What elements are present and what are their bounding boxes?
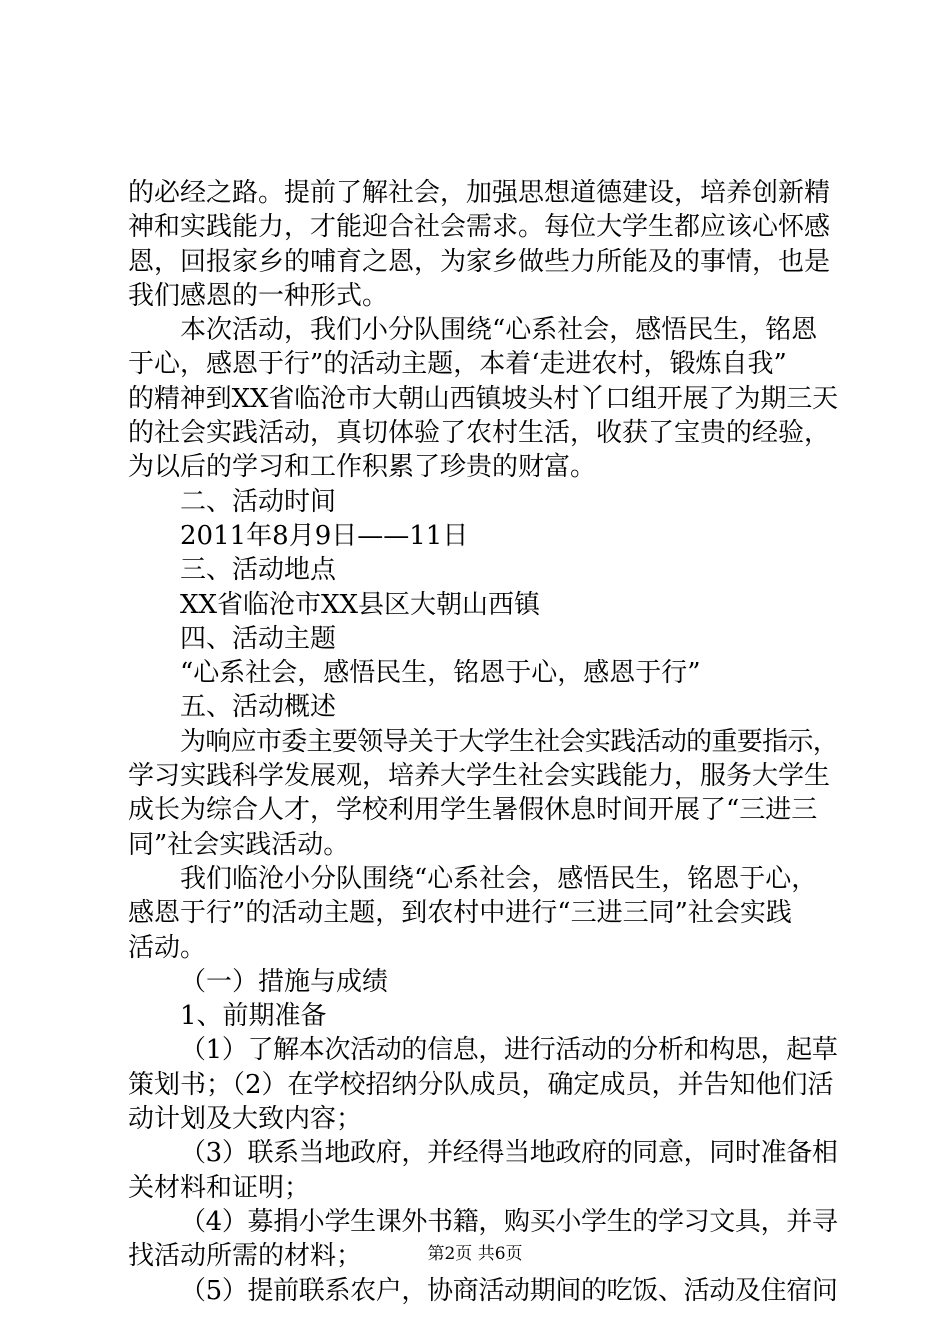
text-line: 成长为综合人才，学校利用学生暑假休息时间开展了“三进三	[128, 795, 818, 826]
text-line: “心系社会，感悟民生，铭恩于心，感恩于行”	[180, 658, 701, 689]
text-line: 感恩于行”的活动主题，到农村中进行“三进三同”社会实践	[128, 898, 792, 929]
text-line: 的必经之路。提前了解社会，加强思想道德建设，培养创新精	[128, 178, 831, 208]
text-line: 找活动所需的材料；	[128, 1241, 363, 1272]
text-line: （一）措施与成绩	[180, 966, 389, 997]
text-line: 恩，回报家乡的哺育之恩，为家乡做些力所能及的事情，也是	[128, 246, 831, 277]
text-line: 动计划及大致内容；	[128, 1104, 363, 1135]
text-line: 活动。	[128, 932, 207, 963]
text-line: （3）联系当地政府，并经得当地政府的同意，同时准备相	[180, 1138, 838, 1169]
text-line: 五、活动概述	[180, 692, 337, 723]
text-line: 学习实践科学发展观，培养大学生社会实践能力，服务大学生	[128, 761, 831, 792]
text-line: （4）募捐小学生课外书籍，购买小学生的学习文具，并寻	[180, 1206, 838, 1237]
text-line: （1）了解本次活动的信息，进行活动的分析和构思，起草	[180, 1035, 838, 1066]
text-line: 1、前期准备	[180, 1001, 327, 1032]
text-line: 的社会实践活动，真切体验了农村生活，收获了宝贵的经验，	[128, 418, 831, 449]
text-line: 本次活动，我们小分队围绕“心系社会，感悟民生，铭恩	[180, 315, 818, 346]
text-line: 我们临沧小分队围绕“心系社会，感悟民生，铭恩于心，	[180, 863, 818, 894]
text-line: 的精神到XX省临沧市大朝山西镇坡头村丫口组开展了为期三天	[128, 383, 839, 414]
document-body	[128, 176, 838, 1308]
text-line: 为响应市委主要领导关于大学生社会实践活动的重要指示，	[180, 726, 839, 757]
text-line: 我们感恩的一种形式。	[128, 280, 389, 311]
text-line: （5）提前联系农户，协商活动期间的吃饭、活动及住宿问	[180, 1275, 838, 1306]
text-line: 于心，感恩于行”的活动主题，本着‘走进农村，锻炼自我”	[128, 349, 787, 380]
text-line: XX省临沧市XX县区大朝山西镇	[180, 589, 541, 620]
text-line: 二、活动时间	[180, 486, 337, 517]
text-line: 神和实践能力，才能迎合社会需求。每位大学生都应该心怀感	[128, 212, 831, 243]
text-line: 三、活动地点	[180, 555, 337, 586]
text-line: 四、活动主题	[180, 623, 337, 654]
text-line: 同”社会实践活动。	[128, 829, 350, 860]
page-footer: 第2页 共6页	[427, 1244, 523, 1264]
text-line: 策划书；（2）在学校招纳分队成员，确定成员，并告知他们活	[128, 1069, 834, 1100]
text-line: 2011年8月9日——11日	[180, 520, 469, 551]
text-line: 关材料和证明；	[128, 1172, 311, 1203]
text-line: 为以后的学习和工作积累了珍贵的财富。	[128, 452, 597, 483]
